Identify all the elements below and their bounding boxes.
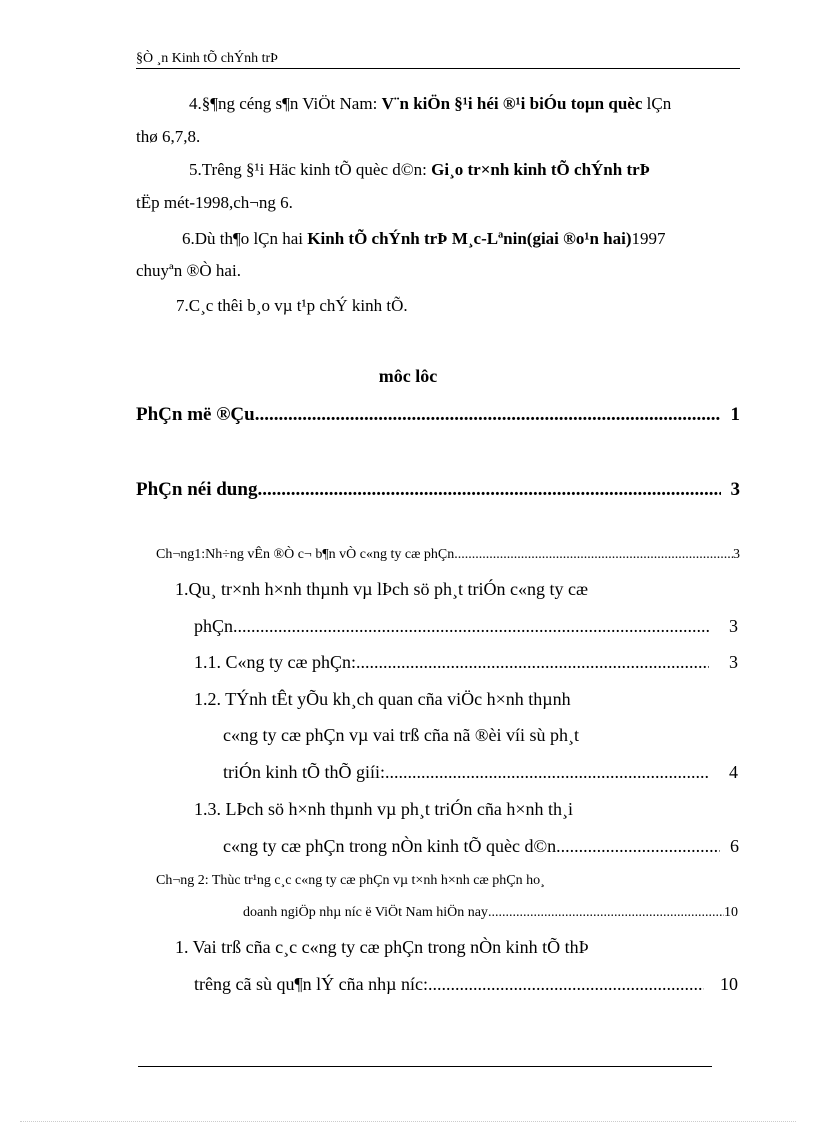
toc-entry[interactable] bbox=[136, 404, 740, 426]
toc-entry[interactable] bbox=[194, 616, 738, 637]
toc-entry-text: doanh ngiÖp nhµ níc ë ViÖt Nam hiÖn nay bbox=[243, 905, 488, 920]
toc-page-number: 3 bbox=[729, 616, 738, 636]
toc-leader-dots bbox=[255, 404, 721, 426]
running-header: §Ò ¸n Kinh tÕ chÝnh trÞ bbox=[136, 51, 278, 66]
toc-entry[interactable] bbox=[156, 547, 740, 563]
toc-leader-dots bbox=[488, 905, 724, 921]
toc-entry-text: trêng cã sù qu¶n lÝ cña nhµ níc: bbox=[194, 974, 428, 994]
toc-entry-text: PhÇn më ®Çu bbox=[136, 404, 255, 425]
toc-leader-dots bbox=[428, 974, 704, 995]
toc-entry[interactable] bbox=[223, 762, 738, 783]
toc-page-number: 1 bbox=[730, 404, 740, 425]
toc-leader-dots bbox=[257, 479, 720, 501]
reference-item: 7.C¸c thêi b¸o vµ t¹p chÝ kinh tÕ. bbox=[176, 296, 408, 315]
toc-leader-dots bbox=[238, 616, 709, 637]
toc-entry-text: Ch¬ng1:Nh÷ng vÊn ®Ò c¬ b¶n vÒ c«ng ty cæ phÇn bbox=[156, 547, 455, 562]
toc-page-number: 3 bbox=[730, 479, 740, 500]
toc-entry[interactable] bbox=[136, 479, 740, 501]
toc-entry-text[interactable]: 1. Vai trß cña c¸c c«ng ty cæ phÇn trong nÒn kinh tÕ thÞ bbox=[175, 937, 589, 957]
toc-page-number: 4 bbox=[729, 762, 738, 782]
reference-continuation: tËp mét-1998,ch¬ng 6. bbox=[136, 193, 293, 212]
toc-entry-text[interactable]: c«ng ty cæ phÇn vµ vai trß cña nã ®èi víi sù ph¸t bbox=[223, 725, 579, 745]
toc-entry-text: c«ng ty cæ phÇn trong nÒn kinh tÕ quèc d©n. bbox=[223, 836, 561, 856]
reference-continuation: thø 6,7,8. bbox=[136, 127, 201, 146]
toc-page-number: 6 bbox=[730, 836, 739, 856]
toc-entry-text[interactable]: 1.Qu¸ tr×nh h×nh thµnh vµ lÞch sö ph¸t triÓn c«ng ty cæ bbox=[175, 579, 589, 599]
toc-page-number: 10 bbox=[724, 905, 738, 920]
toc-entry-text[interactable]: Ch¬ng 2: Thùc tr¹ng c¸c c«ng ty cæ phÇn vµ t×nh h×nh cæ phÇn ho¸ bbox=[156, 873, 545, 888]
footer-rule bbox=[138, 1066, 712, 1067]
toc-page-number: 3 bbox=[729, 652, 738, 672]
toc-entry-text: PhÇn néi dung bbox=[136, 479, 258, 500]
reference-item: 4.§¶ng céng s¶n ViÖt Nam: V¨n kiÖn §¹i héi ®¹i biÓu toµn quèc lÇn bbox=[189, 94, 672, 113]
toc-leader-dots bbox=[561, 836, 720, 857]
toc-entry[interactable] bbox=[194, 652, 738, 673]
toc-page-number: 3 bbox=[733, 547, 740, 562]
toc-entry-text[interactable]: 1.3. LÞch sö h×nh thµnh vµ ph¸t triÓn cña h×nh th¸i bbox=[194, 799, 574, 819]
reference-continuation: chuyªn ®Ò hai. bbox=[136, 261, 241, 280]
header-rule bbox=[136, 68, 740, 69]
toc-entry[interactable] bbox=[243, 905, 738, 921]
toc-entry-text: triÓn kinh tÕ thÕ giíi: bbox=[223, 762, 385, 782]
toc-entry[interactable] bbox=[194, 974, 738, 995]
toc-entry-text: 1.1. C«ng ty cæ phÇn: bbox=[194, 652, 357, 672]
toc-page-number: 10 bbox=[720, 974, 738, 994]
toc-leader-dots bbox=[385, 762, 709, 783]
toc-title: môc lôc bbox=[378, 366, 438, 386]
toc-entry-text[interactable]: 1.2. TÝnh tÊt yÕu kh¸ch quan cña viÖc h×nh thµnh bbox=[194, 689, 571, 709]
reference-item: 6.Dù th¶o lÇn hai Kinh tÕ chÝnh trÞ M¸c-Lªnin(giai ®o¹n hai)1997 bbox=[182, 229, 666, 248]
toc-leader-dots bbox=[454, 547, 733, 563]
toc-entry-text: phÇn. bbox=[194, 616, 238, 636]
toc-leader-dots bbox=[356, 652, 709, 673]
reference-item: 5.Trêng §¹i Häc kinh tÕ quèc d©n: Gi¸o tr×nh kinh tÕ chÝnh trÞ bbox=[189, 160, 651, 179]
page-edge-dots bbox=[20, 1121, 796, 1122]
toc-entry[interactable] bbox=[223, 836, 739, 857]
